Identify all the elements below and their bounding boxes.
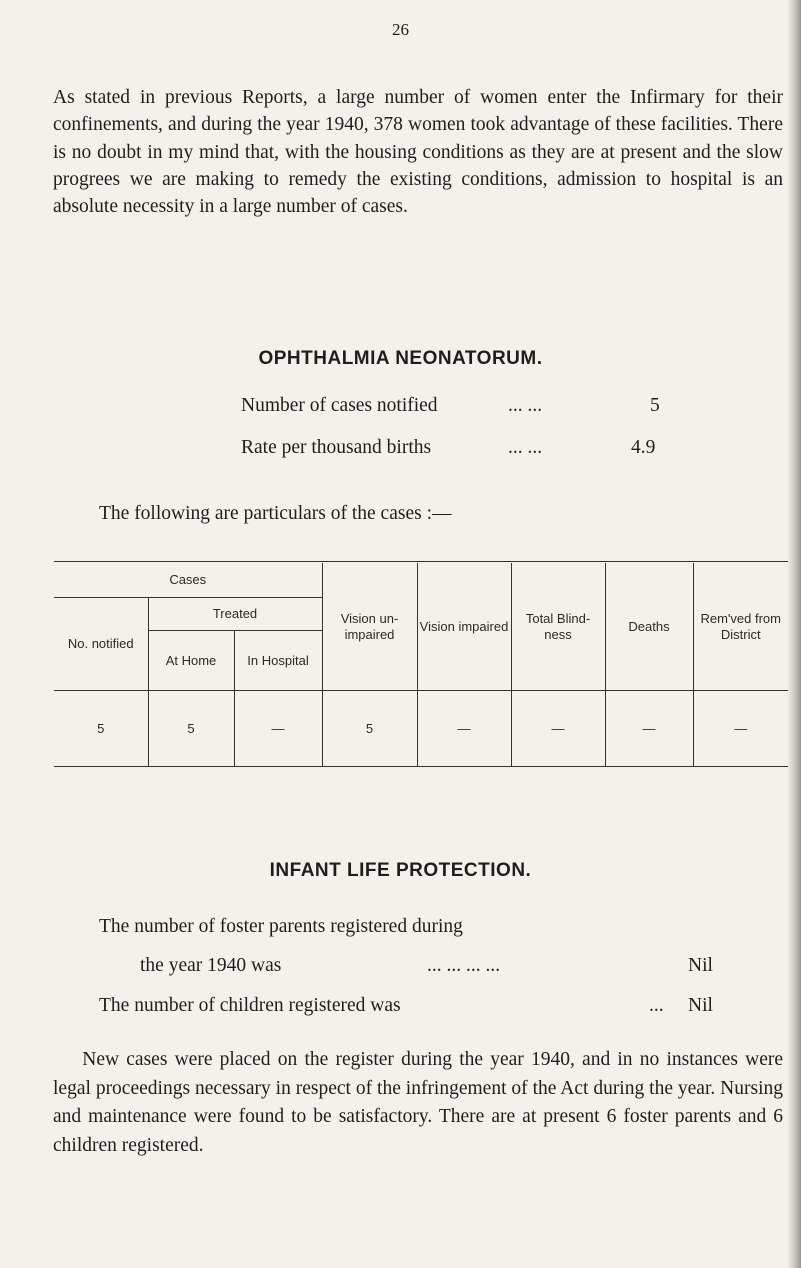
cell-vision-unimpaired: 5 — [322, 691, 417, 767]
stat-rate-label: Rate per thousand births — [241, 437, 432, 458]
stat-cases-notified-label: Number of cases notified — [241, 395, 438, 416]
cell-vision-impaired: — — [417, 691, 511, 767]
header-cases: Cases — [54, 563, 322, 598]
cell-at-home: 5 — [148, 691, 234, 767]
stat-cases-notified-value: 5 — [650, 395, 660, 416]
page-number: 26 — [392, 20, 409, 39]
stat-cases-notified-leader: ... ... — [508, 395, 543, 416]
header-in-hospital: In Hospital — [234, 631, 322, 691]
infant-life-heading: INFANT LIFE PROTECTION. — [269, 860, 532, 881]
cell-total-blindness: — — [511, 691, 605, 767]
header-total-blindness: Total Blind- ness — [511, 563, 605, 691]
header-removed: Rem'ved from District — [693, 563, 788, 691]
ophthalmia-cases-table — [54, 563, 788, 767]
cell-deaths: — — [605, 691, 693, 767]
foster-parents-line1: The number of foster parents registered during — [99, 916, 463, 937]
stat-rate-value: 4.9 — [631, 437, 656, 458]
table-top-rule — [54, 561, 788, 562]
page-edge-shadow — [787, 0, 801, 1268]
cell-removed: — — [693, 691, 788, 767]
paragraph-confinements: As stated in previous Reports, a large number of women enter the Infirmary for their confinements, and during the year 1940, 378 women took advantage of these facilities. There is no doubt in my mind that, with the housing conditions as they are at present and the slow progrees we are making to remedy the existing conditions, admission to hospital is an absolute necessity in a large number of cases. — [53, 87, 783, 218]
table-intro: The following are particulars of the cases :— — [99, 503, 452, 524]
ophthalmia-heading: OPHTHALMIA NEONATORUM. — [258, 348, 543, 369]
stat-rate-leader: ... ... — [508, 437, 543, 458]
header-no-notified: No. notified — [54, 598, 148, 691]
foster-parents-leader: ... ... ... ... — [427, 955, 501, 976]
cell-in-hospital: — — [234, 691, 322, 767]
header-treated: Treated — [148, 598, 322, 631]
children-registered-leader: ... — [649, 995, 664, 1016]
foster-parents-line2: the year 1940 was — [140, 955, 282, 976]
header-vision-unimpaired: Vision un- impaired — [322, 563, 417, 691]
cell-no-notified: 5 — [54, 691, 148, 767]
header-vision-impaired: Vision impaired — [417, 563, 511, 691]
foster-parents-value: Nil — [688, 955, 713, 976]
paragraph-new-cases: New cases were placed on the register during the year 1940, and in no instances were legal proceedings necessary in respect of the infringement of the Act during the year. Nursing and maintenance were found to be satisfactory. There are at present 6 foster parents and 6 children registered. — [53, 1049, 783, 1156]
header-at-home: At Home — [148, 631, 234, 691]
children-registered-label: The number of children registered was — [99, 995, 401, 1016]
header-deaths: Deaths — [605, 563, 693, 691]
children-registered-value: Nil — [688, 995, 713, 1016]
